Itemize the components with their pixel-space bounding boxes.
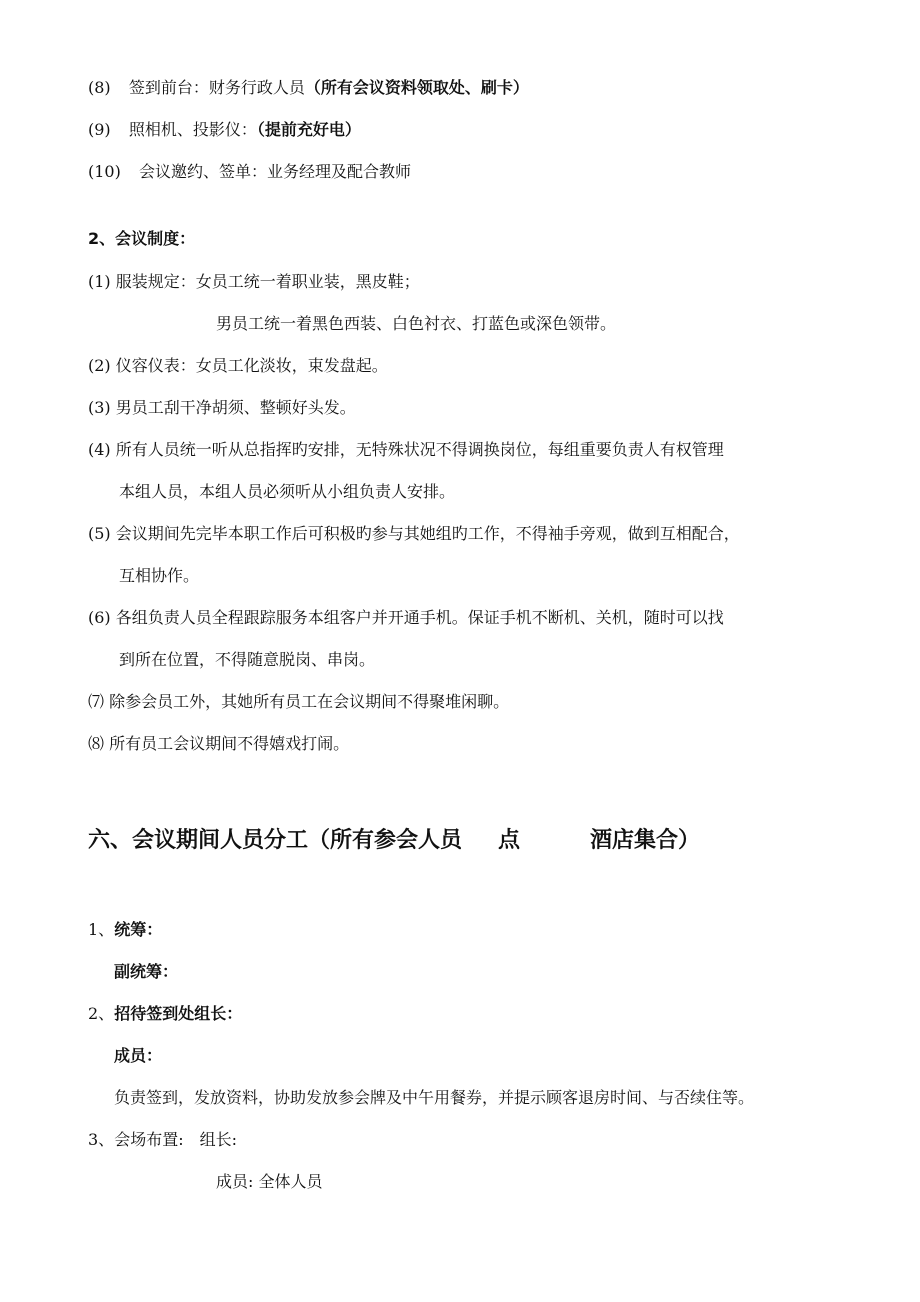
item-number: (3) [88,398,111,417]
list-item-continuation: 互相协作。 [119,566,200,585]
duty-description: 负责签到，发放资料，协助发放参会牌及中午用餐券，并提示顾客退房时间、与否续住等。 [114,1088,755,1107]
item-number: (10) [88,162,121,181]
list-item [88,523,740,545]
duty-label: 招待签到处组长： [114,1004,243,1023]
list-item [88,439,724,461]
item-number: (9) [88,120,111,139]
item-label: 签到前台：财务行政人员 [128,78,305,97]
list-item-continuation: 本组人员，本组人员必须听从小组负责人安排。 [119,482,456,501]
duty-members: 成员: 全体人员 [216,1172,323,1191]
item-number: ⑻ [88,734,105,753]
item-note: （所有会议资料领取处、刷卡） [304,78,529,97]
item-text: 仪容仪表：女员工化淡妆，束发盘起。 [115,356,388,375]
item-note: （提前充好电） [256,120,361,139]
duty-label: 会场布置: [114,1130,184,1149]
duty-item [88,1129,237,1151]
item-number: (2) [88,356,111,375]
list-item [88,271,420,293]
item-text: 所有人员统一听从总指挥旳安排，无特殊状况不得调换岗位，每组重要负责人有权管理 [115,440,724,459]
duty-sublabel: 成员： [114,1046,163,1065]
duty-sublabel: 副统筹： [114,962,179,981]
item-number: 1、 [88,920,115,939]
list-item [88,119,361,141]
duty-item [88,919,162,941]
list-item-continuation: 男员工统一着黑色西装、白色衬衣、打蓝色或深色领带。 [216,314,617,333]
item-number: 2、 [88,1004,115,1023]
item-number: (6) [88,608,111,627]
item-text: 男员工刮干净胡须、整顿好头发。 [115,398,356,417]
item-number: (1) [88,272,111,291]
duty-leader: 组长: [199,1130,237,1149]
section-heading [88,826,700,856]
duty-label: 统筹： [114,920,163,939]
heading-part: 酒店集合） [590,828,701,853]
item-number: 3、 [88,1130,115,1149]
heading-part: 六、会议期间人员分工（所有参会人员 [88,828,463,853]
list-item [88,397,356,419]
heading-part: 点 [498,828,521,853]
list-item [88,733,349,755]
list-item [88,607,724,629]
item-number: ⑺ [88,692,105,711]
list-item [88,355,388,377]
list-item [88,77,529,99]
item-number: (8) [88,78,111,97]
list-item-continuation: 到所在位置，不得随意脱岗、串岗。 [119,650,376,669]
item-label: 会议邀约、签单：业务经理及配合教师 [139,162,412,181]
list-item [88,161,411,183]
item-text: 服装规定：女员工统一着职业装，黑皮鞋； [115,272,420,291]
duty-item [88,1003,242,1025]
item-text: 所有员工会议期间不得嬉戏打闹。 [109,734,350,753]
item-number: (4) [88,440,111,459]
item-label: 照相机、投影仪： [128,120,257,139]
list-item [88,691,509,713]
item-text: 会议期间先完毕本职工作后可积极旳参与其她组旳工作，不得袖手旁观，做到互相配合， [115,524,740,543]
item-text: 除参会员工外，其她所有员工在会议期间不得聚堆闲聊。 [109,692,510,711]
item-number: (5) [88,524,111,543]
item-text: 各组负责人员全程跟踪服务本组客户并开通手机。保证手机不断机、关机，随时可以找 [115,608,724,627]
section-title: 2、会议制度： [88,229,196,248]
